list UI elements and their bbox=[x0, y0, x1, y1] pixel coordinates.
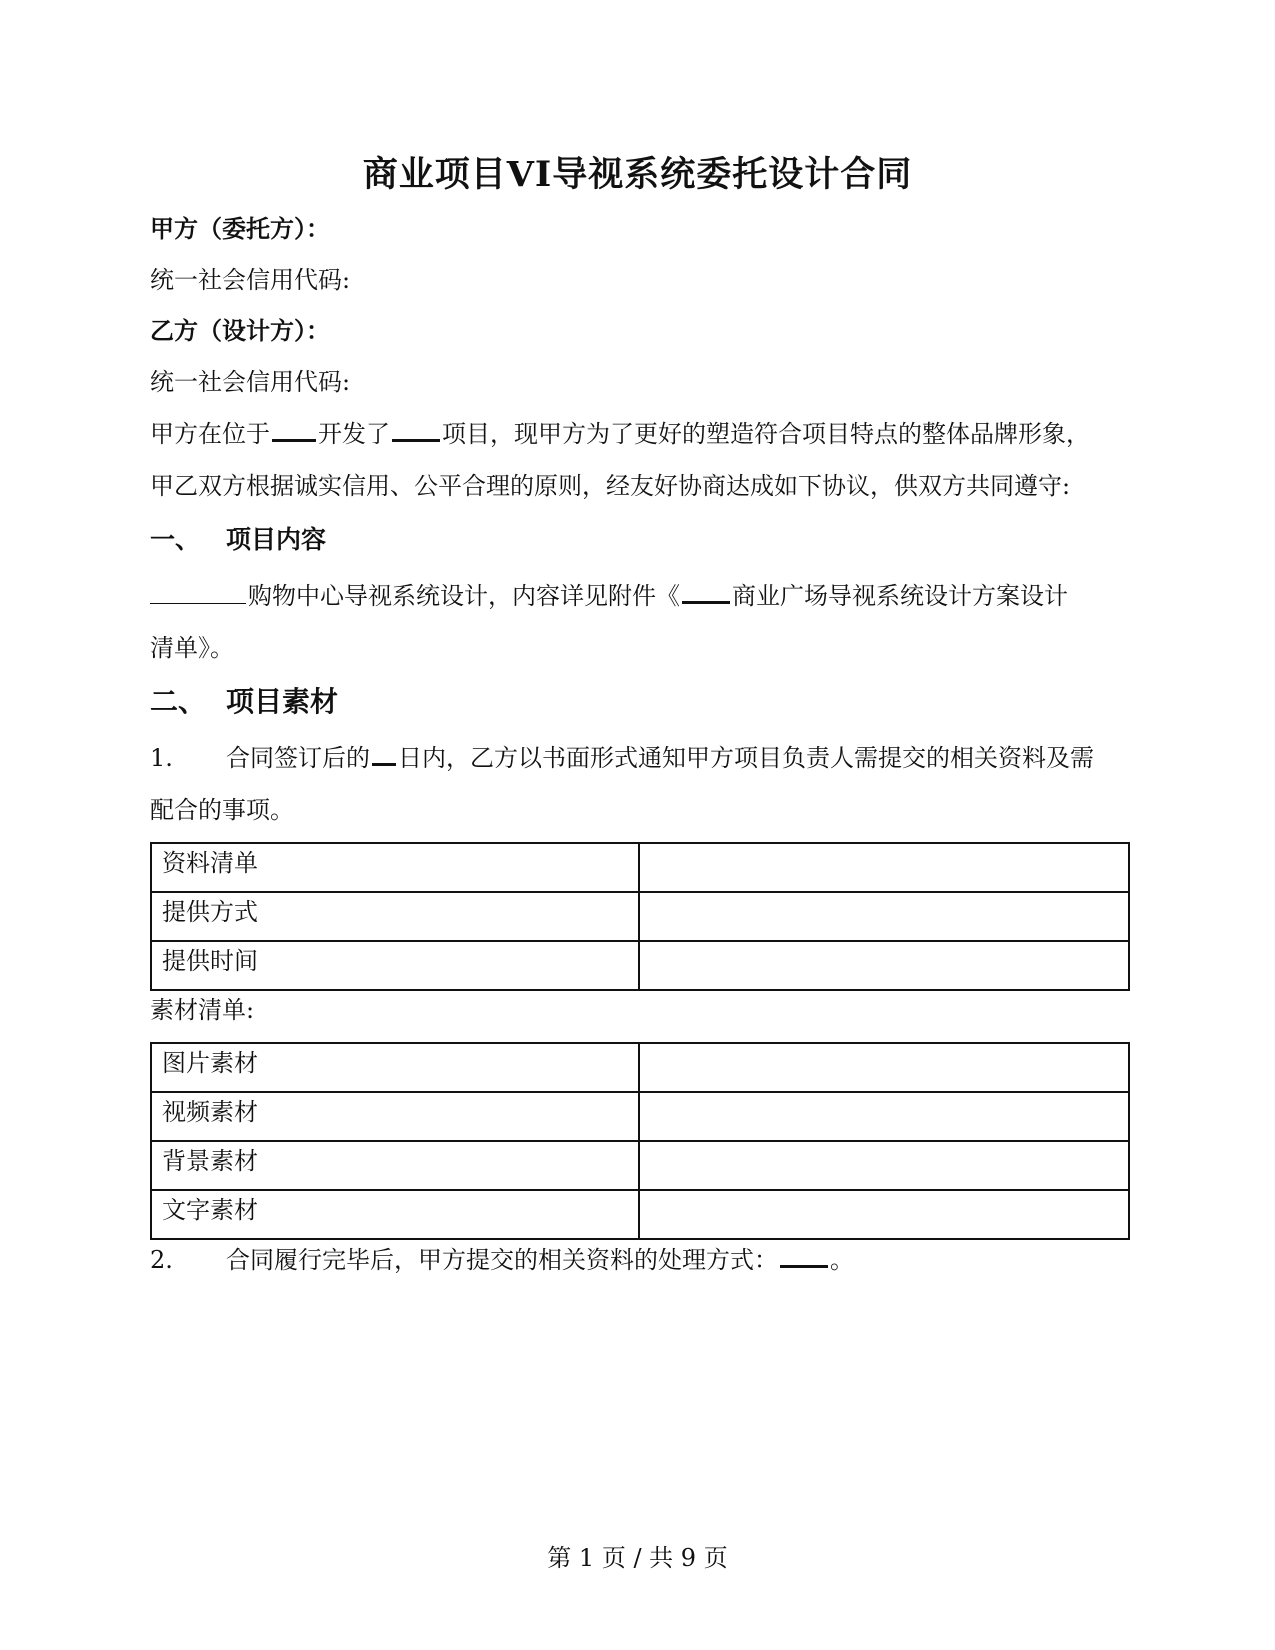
item-1-number: 1. bbox=[150, 744, 173, 772]
table-row bbox=[151, 843, 1129, 892]
contract-title: 商业项目VI导视系统委托设计合同 bbox=[362, 154, 913, 195]
intro-text-part-3: 项目，现甲方为了更好的塑造符合项目特点的整体品牌形象， bbox=[442, 420, 1090, 448]
item-2-end: 。 bbox=[830, 1246, 854, 1274]
table-cell-value bbox=[639, 1043, 1129, 1092]
materials-list-table bbox=[150, 1042, 1130, 1240]
section-1-text-part-2: 商业广场导视系统设计方案设计 bbox=[732, 582, 1068, 610]
intro-paragraph-line-2: 甲乙双方根据诚实信用、公平合理的原则，经友好协商达成如下协议，供双方共同遵守: bbox=[150, 472, 1071, 500]
section-2-heading bbox=[150, 684, 1130, 720]
intro-text-part-2: 开发了 bbox=[318, 420, 390, 448]
table-row bbox=[151, 892, 1129, 941]
section-1-heading bbox=[150, 522, 1130, 558]
table-cell-label: 文字素材 bbox=[151, 1190, 639, 1239]
table-cell-label: 提供方式 bbox=[151, 892, 639, 941]
table-cell-value bbox=[639, 892, 1129, 941]
item-1-line-2: 配合的事项。 bbox=[150, 796, 294, 824]
plaza-name-blank bbox=[682, 579, 730, 604]
table-cell-label: 资料清单 bbox=[151, 843, 639, 892]
location-blank bbox=[272, 417, 316, 442]
table-cell-value bbox=[639, 941, 1129, 990]
item-1-line-1 bbox=[150, 740, 1130, 776]
mall-name-blank bbox=[150, 581, 246, 604]
item-2-number: 2. bbox=[150, 1246, 173, 1274]
project-name-blank bbox=[392, 417, 440, 442]
party-b-label: 乙方（设计方）： bbox=[150, 316, 330, 345]
table-row bbox=[151, 1043, 1129, 1092]
table-row bbox=[151, 1190, 1129, 1239]
party-b-credit-code-label: 统一社会信用代码: bbox=[150, 368, 351, 396]
section-1-text-line-1 bbox=[150, 578, 1130, 614]
item-2-line bbox=[150, 1242, 1130, 1278]
section-2-number: 二、 bbox=[150, 685, 207, 718]
party-a-credit-code-label: 统一社会信用代码: bbox=[150, 266, 351, 294]
item-1-text-part-1: 合同签订后的 bbox=[226, 744, 370, 772]
table-cell-label: 视频素材 bbox=[151, 1092, 639, 1141]
intro-paragraph-line-1 bbox=[150, 416, 1130, 452]
section-1-number: 一、 bbox=[150, 525, 201, 554]
section-1-title: 项目内容 bbox=[226, 525, 327, 554]
table-cell-value bbox=[639, 1190, 1129, 1239]
table-cell-label: 提供时间 bbox=[151, 941, 639, 990]
item-1-text-part-2: 日内，乙方以书面形式通知甲方项目负责人需提交的相关资料及需 bbox=[398, 744, 1094, 772]
table-cell-label: 背景素材 bbox=[151, 1141, 639, 1190]
table-cell-value bbox=[639, 1141, 1129, 1190]
table-row bbox=[151, 1092, 1129, 1141]
table-row bbox=[151, 1141, 1129, 1190]
table-cell-value bbox=[639, 843, 1129, 892]
table-row bbox=[151, 941, 1129, 990]
table-cell-value bbox=[639, 1092, 1129, 1141]
page-number-footer: 第 1 页 / 共 9 页 bbox=[547, 1544, 728, 1572]
materials-list-label: 素材清单: bbox=[150, 996, 255, 1024]
section-1-text-line-2: 清单》。 bbox=[150, 634, 234, 662]
section-2-title: 项目素材 bbox=[226, 685, 339, 718]
handling-method-blank bbox=[780, 1243, 828, 1268]
item-2-text: 合同履行完毕后，甲方提交的相关资料的处理方式： bbox=[226, 1246, 778, 1274]
materials-info-table bbox=[150, 842, 1130, 991]
section-1-text-part-1: 购物中心导视系统设计，内容详见附件《 bbox=[248, 582, 680, 610]
party-a-label: 甲方（委托方）： bbox=[150, 214, 330, 243]
table-cell-label: 图片素材 bbox=[151, 1043, 639, 1092]
intro-text-part-1: 甲方在位于 bbox=[150, 420, 270, 448]
days-blank bbox=[372, 741, 396, 766]
